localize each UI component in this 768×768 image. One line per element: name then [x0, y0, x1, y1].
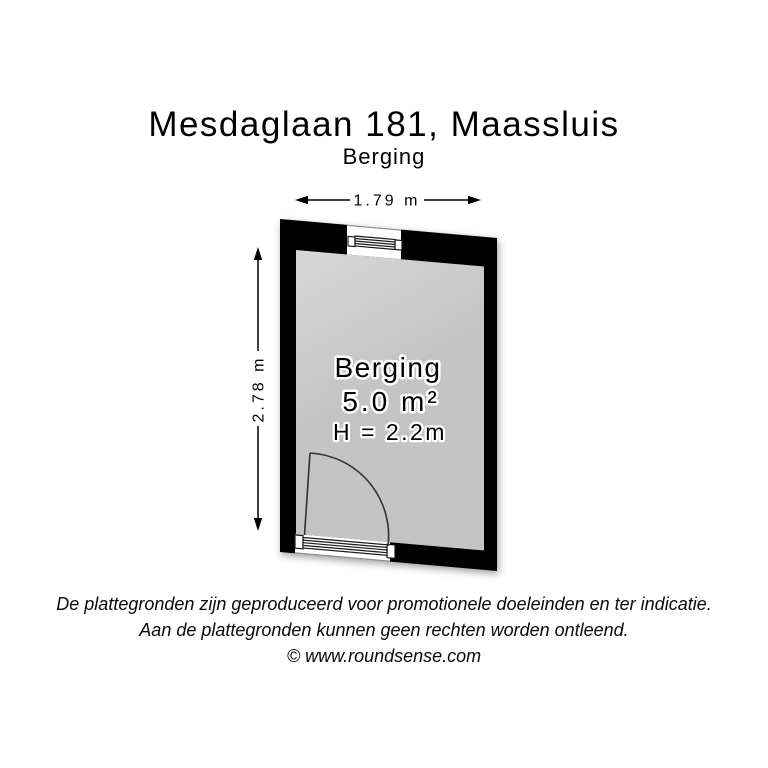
door-cap-left [295, 535, 303, 549]
arrow-left-icon [295, 196, 308, 204]
window-cap-right [395, 240, 402, 250]
room-name-label: Berging [334, 352, 442, 383]
page-title: Mesdaglaan 181, Maassluis [148, 105, 620, 144]
room-area-label: 5.0 m² [342, 386, 440, 417]
copyright-line: © www.roundsense.com [286, 646, 482, 666]
arrow-right-icon [468, 196, 481, 204]
page-subtitle: Berging [342, 144, 426, 169]
door-cap-right [387, 544, 395, 558]
arrow-down-icon [254, 518, 262, 531]
dimension-height-label: 2.78 m [250, 355, 268, 423]
disclaimer-line-2: Aan de plattegronden kunnen geen rechten worden ontleend. [139, 620, 629, 640]
footer-disclaimer [0, 591, 768, 669]
dimension-width-label: 1.79 m [353, 192, 421, 210]
window-cap-left [348, 236, 355, 246]
room-height-label: H = 2.2m [333, 419, 447, 445]
arrow-up-icon [254, 247, 262, 260]
disclaimer-line-1: De plattegronden zijn geproduceerd voor promotionele doeleinden en ter indicatie. [56, 594, 712, 614]
